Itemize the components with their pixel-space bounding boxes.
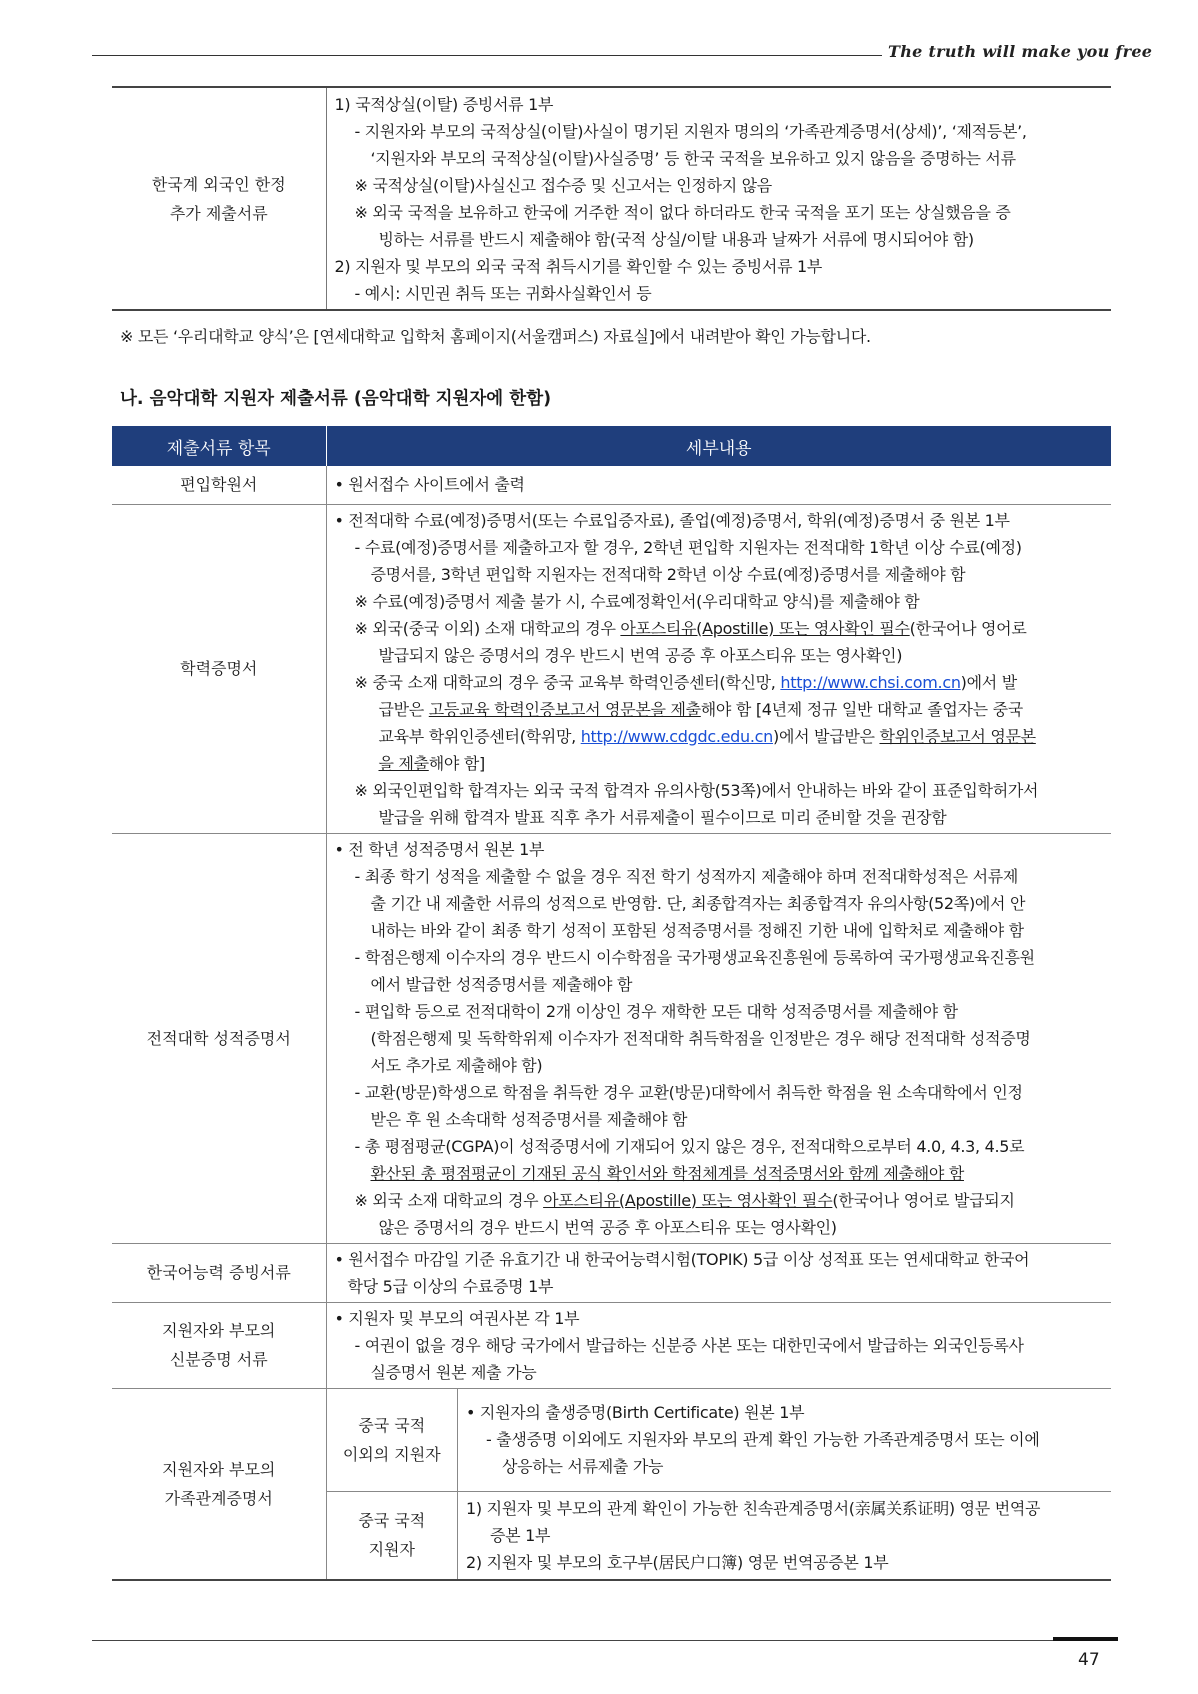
table-row [112,504,1111,833]
table-row [327,1389,1112,1492]
nested-table [327,1389,1112,1579]
section-title: 나. 음악대학 지원자 제출서류 (음악대학 지원자에 한함) [120,389,552,409]
row-detail: • 전적대학 수료(예정)증명서(또는 수료입증자료), 졸업(예정)증명서, 학위(예정)증명서 중 원본 1부 - 수료(예정)증명서를 제출하고자 할 경우, 2학년 편입학 지원자는 전적대학 1학년 이상 수료(예정) 증명서를, 3학년 편입학 지원자는 전적대학 2학년 이상 수료(예정)증명서를 제출해야 함 ※ 수료(예정)증명서 제출 불가 시, 수료예정확인서(우리대학교 양식)를 제출해야 함 ※ 외국(중국 이외) 소재 대학교의 경우 아포스티유(Apostille) 또는 영사확인 필수(한국어나 영어로 발급되지 않은 증명서의 경우 반드시 번역 공증 후 아포스티유 또는 영사확인) ※ 중국 소재 대학교의 경우 중국 교육부 학력인증센터(학신망, http://www.chsi.com.cn)에서 발 급받은 고등교육 학력인증보고서 영문본을 제출해야 함 [4년제 정규 일반 대학교 졸업자는 중국 교육부 학위인증센터(학위망, http://www.cdgdc.edu.cn)에서 발급받은 학위인증보고서 영문본 을 제출해야 함] ※ 외국인편입학 합격자는 외국 국적 합격자 유의사항(53쪽)에서 안내하는 바와 같이 표준입학허가서 발급을 위해 합격자 발표 직후 추가 서류제출이 필수이므로 미리 준비할 것을 권장함 [326,504,1111,833]
row-label: 한국어능력 증빙서류 [112,1243,326,1302]
table-row [327,1492,1112,1579]
chsi-link[interactable]: http://www.chsi.com.cn [780,672,961,692]
row-detail: 1) 국적상실(이탈) 증빙서류 1부 - 지원자와 부모의 국적상실(이탈)사실이 명기된 지원자 명의의 ‘가족관계증명서(상세)’, ‘제적등본’, ‘지원자와 부모의 국적상실(이탈)사실증명’ 등 한국 국적을 보유하고 있지 않음을 증명하는 서류 ※ 국적상실(이탈)사실신고 접수증 및 신고서는 인정하지 않음 ※ 외국 국적을 보유하고 한국에 거주한 적이 없다 하더라도 한국 국적을 포기 또는 상실했음을 증 빙하는 서류를 반드시 제출해야 함(국적 상실/이탈 내용과 날짜가 서류에 명시되어야 함) 2) 지원자 및 부모의 외국 국적 취득시기를 확인할 수 있는 증빙서류 1부 - 예시: 시민권 취득 또는 귀화사실확인서 등 [326,87,1111,310]
table-row [112,1388,1111,1580]
row-detail [326,1388,1111,1580]
row-label: 한국계 외국인 한정 추가 제출서류 [112,87,326,310]
header-rule [92,55,882,56]
header-col-detail: 세부내용 [326,426,1111,466]
row-detail: • 지원자 및 부모의 여권사본 각 1부 - 여권이 없을 경우 해당 국가에서 발급하는 신분증 사본 또는 대한민국에서 발급하는 외국인등록사 실증명서 원본 제출 가능 [326,1302,1111,1388]
table-row [112,1302,1111,1388]
sub-detail: 1) 지원자 및 부모의 관계 확인이 가능한 친속관계증명서(亲属关系证明) 영문 번역공 증본 1부 2) 지원자 및 부모의 호구부(居民户口簿) 영문 번역공증본 1부 [466,1498,1041,1572]
row-detail: • 전 학년 성적증명서 원본 1부 - 최종 학기 성적을 제출할 수 없을 경우 직전 학기 성적까지 제출해야 하며 전적대학성적은 서류제 출 기간 내 제출한 서류의 성적으로 반영함. 단, 최종합격자는 최종합격자 유의사항(52쪽)에서 안 내하는 바와 같이 최종 학기 성적이 포함된 성적증명서를 정해진 기한 내에 입학처로 제출해야 함 - 학점은행제 이수자의 경우 반드시 이수학점을 국가평생교육진흥원에 등록하여 국가평생교육진흥원 에서 발급한 성적증명서를 제출해야 함 - 편입학 등으로 전적대학이 2개 이상인 경우 재학한 모든 대학 성적증명서를 제출해야 함 (학점은행제 및 독학학위제 이수자가 전적대학 취득학점을 인정받은 경우 해당 전적대학 성적증명 서도 추가로 제출해야 함) - 교환(방문)학생으로 학점을 취득한 경우 교환(방문)대학에서 취득한 학점을 원 소속대학에서 인정 받은 후 원 소속대학 성적증명서를 제출해야 함 - 총 평점평균(CGPA)이 성적증명서에 기재되어 있지 않은 경우, 전적대학으로부터 4.0, 4.3, 4.5로 환산된 총 평점평균이 기재된 공식 확인서와 학점체계를 성적증명서와 함께 제출해야 함 ※ 외국 소재 대학교의 경우 아포스티유(Apostille) 또는 영사확인 필수(한국어나 영어로 발급되지 않은 증명서의 경우 반드시 번역 공증 후 아포스티유 또는 영사확인) [326,833,1111,1243]
header-motto: The truth will make you free [888,42,1153,61]
page-number-bar [1053,1637,1118,1641]
row-detail: • 원서접수 마감일 기준 유효기간 내 한국어능력시험(TOPIK) 5급 이상 성적표 또는 연세대학교 한국어 학당 5급 이상의 수료증명 1부 [326,1243,1111,1302]
korean-foreigner-docs-table [112,86,1111,311]
music-college-docs-table [112,426,1111,1581]
row-label: 편입학원서 [112,466,326,504]
table-row [112,466,1111,504]
row-label: 학력증명서 [112,504,326,833]
cdgdc-link[interactable]: http://www.cdgdc.edu.cn [580,726,773,746]
table-row [112,833,1111,1243]
sub-label: 중국 국적 이외의 지원자 [327,1389,458,1492]
row-detail: • 원서접수 사이트에서 출력 [326,466,1111,504]
forms-note: ※ 모든 ‘우리대학교 양식’은 [연세대학교 입학처 홈페이지(서울캠퍼스) 자료실]에서 내려받아 확인 가능합니다. [120,327,871,346]
sub-detail: • 지원자의 출생증명(Birth Certificate) 원본 1부 - 출생증명 이외에도 지원자와 부모의 관계 확인 가능한 가족관계증명서 또는 이에 상응하는 서류제출 가능 [458,1389,1112,1492]
row-label: 지원자와 부모의 신분증명 서류 [112,1302,326,1388]
row-label: 전적대학 성적증명서 [112,833,326,1243]
sub-label: 중국 국적 지원자 [327,1492,458,1579]
table-row [112,1243,1111,1302]
footer-rule [92,1640,1118,1641]
header-col-item: 제출서류 항목 [112,426,326,466]
row-label: 지원자와 부모의 가족관계증명서 [112,1388,326,1580]
page-number: 47 [1078,1650,1100,1670]
table-header [112,426,1111,466]
